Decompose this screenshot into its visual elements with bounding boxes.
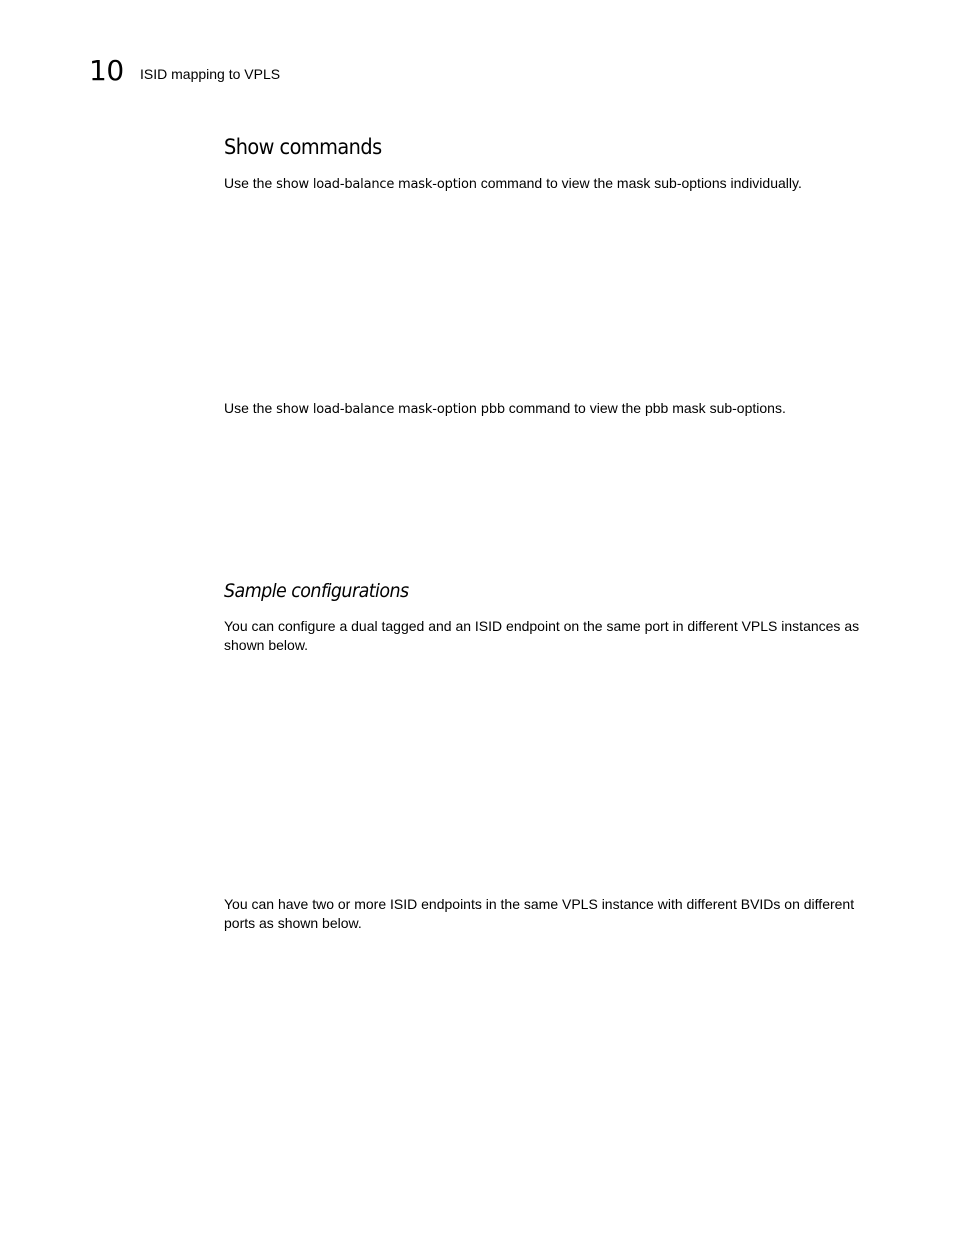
command-text: show load-balance mask-option pbb (276, 402, 505, 417)
sample-configurations-paragraph-1: You can configure a dual tagged and an ISID endpoint on the same port in different VPLS instances as shown below. (224, 618, 860, 653)
sample-configurations-heading: Sample configurations (224, 580, 409, 602)
sample-configurations-paragraph-2: You can have two or more ISID endpoints in the same VPLS instance with different BVIDs on different ports as shown below. (224, 896, 855, 931)
paragraph-suffix: command to view the mask sub-options individually. (476, 175, 802, 191)
show-commands-paragraph-2 (224, 399, 874, 419)
chapter-title: ISID mapping to VPLS (140, 66, 281, 82)
paragraph-suffix: command to view the pbb mask sub-options. (504, 400, 786, 416)
show-commands-paragraph-1 (224, 174, 874, 194)
paragraph-prefix: Use the (224, 400, 277, 416)
show-commands-heading: Show commands (224, 135, 382, 159)
command-text: show load-balance mask-option (276, 177, 477, 192)
paragraph-prefix: Use the (224, 175, 277, 191)
chapter-number: 10 (89, 54, 124, 87)
